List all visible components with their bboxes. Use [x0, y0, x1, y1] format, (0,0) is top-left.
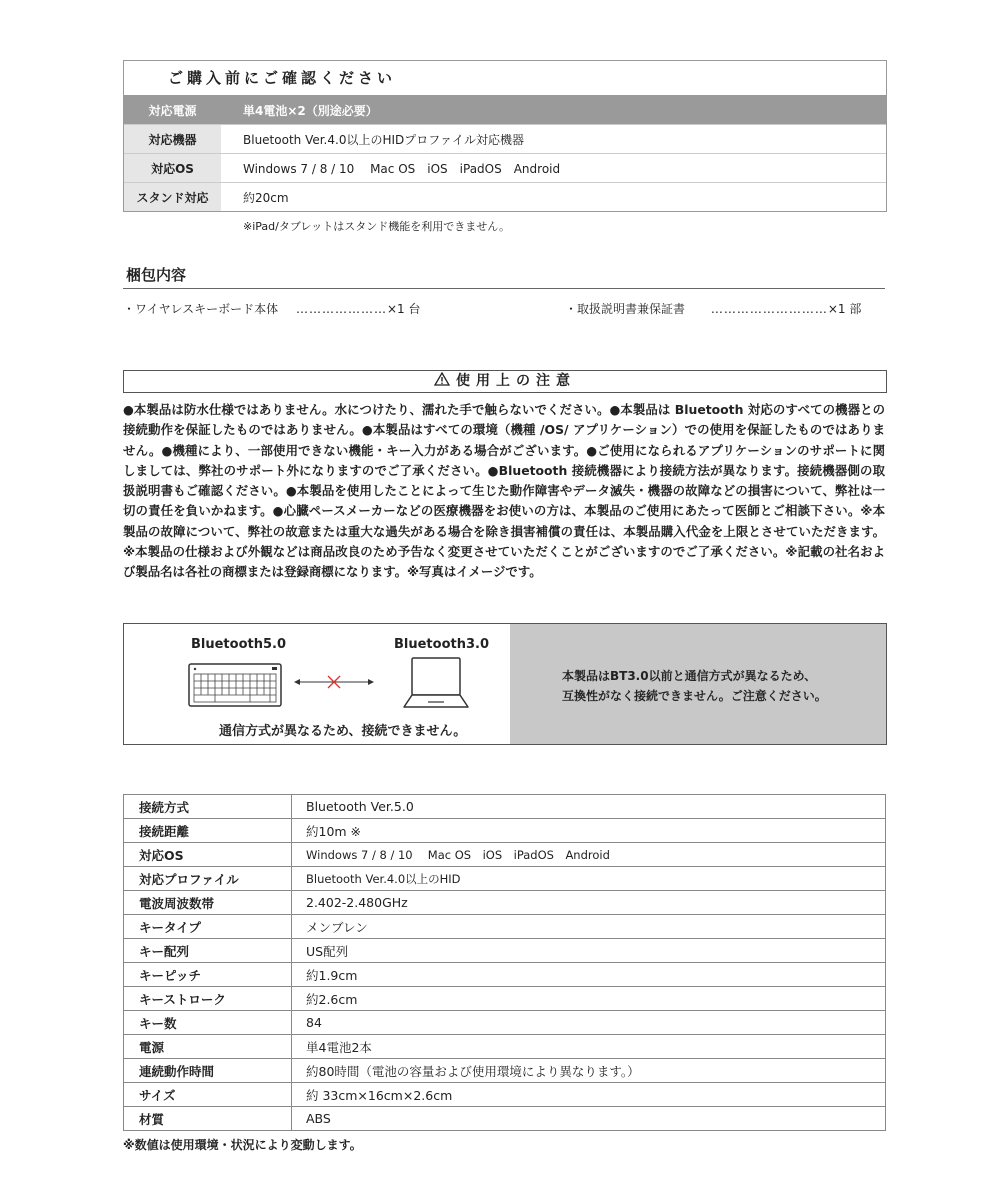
table-row [124, 1107, 886, 1131]
compatibility-box [123, 623, 887, 745]
caution-title: 使用上の注意 [456, 373, 576, 389]
compat-note-line: 互換性がなく接続できません。ご注意ください。 [562, 689, 827, 703]
spec-value: メンブレン [292, 915, 886, 939]
pre-purchase-note: ※iPad/タブレットはスタンド機能を利用できません。 [243, 220, 510, 233]
table-row [124, 795, 886, 819]
spec-value: 約10m ※ [292, 819, 886, 843]
spec-key: キータイプ [124, 915, 292, 939]
row-value: Bluetooth Ver.4.0以上のHIDプロファイル対応機器 [221, 125, 886, 154]
spec-key: 電波周波数帯 [124, 891, 292, 915]
row-key: スタンド対応 [124, 183, 221, 212]
spec-value: US配列 [292, 939, 886, 963]
spec-key: 材質 [124, 1107, 292, 1131]
table-row [124, 819, 886, 843]
spec-value: 約 33cm×16cm×2.6cm [292, 1083, 886, 1107]
spec-value: Windows 7 / 8 / 10 Mac OS iOS iPadOS Android [292, 843, 886, 867]
spec-value: 約2.6cm [292, 987, 886, 1011]
table-row [124, 867, 886, 891]
package-item [123, 300, 421, 317]
spec-key: 対応OS [124, 843, 292, 867]
spec-key: サイズ [124, 1083, 292, 1107]
pre-purchase-box [123, 60, 887, 212]
spec-value: ABS [292, 1107, 886, 1131]
pre-purchase-title: ご購入前にご確認ください [124, 61, 886, 96]
spec-value: 約80時間（電池の容量および使用環境により異なります。） [292, 1059, 886, 1083]
bluetooth5-label: Bluetooth5.0 [191, 637, 287, 652]
no-connection-arrow-icon [294, 675, 374, 689]
caution-text: ●本製品は防水仕様ではありません。水につけたり、濡れた手で触らないでください。●本製品は Bluetooth 対応のすべての機器との接続動作を保証したものではありません。●本製品はすべての環境（機種 /OS/ アプリケーション）での使用を保証したものではありません。●機種により、一部使用できない機能・キー入力がある場合がございます。●ご使用になられるアプリケーションのサポートに関しましては、弊社のサポート外になりますのでご了承ください。●Bluetooth 接続機器により接続方法が異なります。接続機器側の取扱説明書もご確認ください。●本製品を使用したことによって生じた動作障害やデータ滅失・機器の故障などの損害について、弊社は一切の責任を負いかねます。●心臓ペースメーカーなどの医療機器をお使いの方は、本製品のご使用にあたって医師とご相談下さい。※本製品の故障について、弊社の故意または重大な過失がある場合を除き損害補償の責任は、本製品購入代金を上限とさせていただきます。※本製品の仕様および外観などは商品改良のため予告なく変更させていただくことがございますのでご了承ください。※記載の社名および製品名は各社の商標または登録商標になります。※写真はイメージです。 [123, 402, 885, 580]
caution-header [123, 370, 887, 393]
compat-caption: 通信方式が異なるため、接続できません。 [219, 724, 467, 739]
table-row [124, 183, 886, 212]
spec-key: キー数 [124, 1011, 292, 1035]
spec-key: 接続方式 [124, 795, 292, 819]
row-key: 対応OS [124, 154, 221, 183]
spec-note: ※数値は使用環境・状況により変動します。 [123, 1138, 362, 1152]
divider [123, 288, 885, 289]
package-item-dots: ……………………… [710, 302, 828, 316]
package-title: 梱包内容 [126, 266, 187, 284]
table-row [124, 843, 886, 867]
spec-key: キーストローク [124, 987, 292, 1011]
row-key: 対応機器 [124, 125, 221, 154]
spec-key: キーピッチ [124, 963, 292, 987]
package-item-dots: ………………… [296, 302, 387, 316]
table-row [124, 939, 886, 963]
package-item-label: ・ワイヤレスキーボード本体 [123, 302, 279, 316]
spec-value: Bluetooth Ver.5.0 [292, 795, 886, 819]
spec-value: 単4電池2本 [292, 1035, 886, 1059]
compat-note-line: 本製品はBT3.0以前と通信方式が異なるため、 [562, 669, 817, 683]
row-value: 単4電池×2（別途必要） [221, 96, 886, 125]
table-row [124, 1035, 886, 1059]
table-row [124, 891, 886, 915]
compat-note [562, 666, 827, 706]
warning-icon [434, 372, 450, 386]
table-row [124, 915, 886, 939]
spec-key: 連続動作時間 [124, 1059, 292, 1083]
bluetooth3-label: Bluetooth3.0 [394, 637, 490, 652]
spec-table [123, 794, 886, 1131]
keyboard-icon [188, 663, 282, 707]
pre-purchase-table [124, 96, 886, 211]
spec-value: Bluetooth Ver.4.0以上のHID [292, 867, 886, 891]
spec-key: 対応プロファイル [124, 867, 292, 891]
table-row [124, 1059, 886, 1083]
package-item-qty: ×1 台 [387, 302, 421, 316]
spec-key: 接続距離 [124, 819, 292, 843]
package-item-qty: ×1 部 [827, 302, 862, 316]
table-row [124, 1011, 886, 1035]
spec-key: キー配列 [124, 939, 292, 963]
package-item [565, 300, 861, 317]
package-item-label: ・取扱説明書兼保証書 [565, 302, 686, 316]
row-value: Windows 7 / 8 / 10 Mac OS iOS iPadOS Android [221, 154, 886, 183]
table-row [124, 1083, 886, 1107]
table-row [124, 987, 886, 1011]
laptop-icon [403, 657, 469, 709]
spec-value: 2.402-2.480GHz [292, 891, 886, 915]
compat-note-panel [510, 624, 886, 744]
table-row [124, 96, 886, 125]
table-row [124, 154, 886, 183]
row-value: 約20cm [221, 183, 886, 212]
spec-value: 84 [292, 1011, 886, 1035]
spec-value: 約1.9cm [292, 963, 886, 987]
table-row [124, 963, 886, 987]
table-row [124, 125, 886, 154]
spec-key: 電源 [124, 1035, 292, 1059]
row-key: 対応電源 [124, 96, 221, 125]
